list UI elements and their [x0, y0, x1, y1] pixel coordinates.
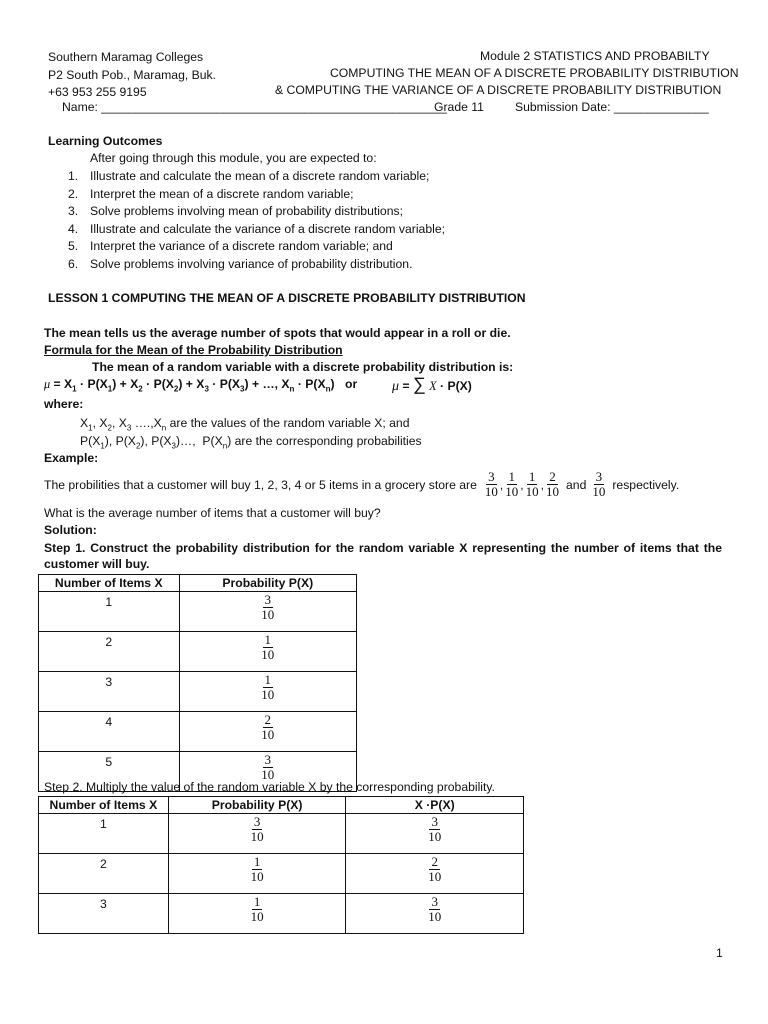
- probability-cell: $\frac{1}{10}$: [168, 854, 346, 894]
- where-values: $X_1$, $X_2$, $X_3$ $\dots.,X_n$ are the values of the random variable X; and: [80, 416, 410, 433]
- school-info: [48, 49, 216, 102]
- column-header: Probability P(X): [168, 797, 346, 814]
- name-field[interactable]: Name: ___________________________________________________: [62, 100, 447, 114]
- outcome-text: Solve problems involving mean of probability distributions;: [90, 204, 403, 219]
- lesson-title: LESSON 1 COMPUTING THE MEAN OF A DISCRETE PROBABILITY DISTRIBUTION: [48, 291, 526, 305]
- probability-cell: $\frac{2}{10}$: [179, 712, 356, 752]
- outcomes-intro: After going through this module, you are expected to:: [90, 151, 377, 165]
- probability-cell: $\frac{1}{10}$: [168, 894, 346, 934]
- outcome-item: [48, 168, 445, 186]
- document-title-line2: & COMPUTING THE VARIANCE OF A DISCRETE PROBABILITY DISTRIBUTION: [275, 83, 722, 97]
- outcomes-list: [48, 168, 445, 274]
- outcomes-heading: Learning Outcomes: [48, 134, 163, 148]
- outcome-text: Illustrate and calculate the variance of a discrete random variable;: [90, 221, 445, 236]
- product-cell: $\frac{3}{10}$: [346, 814, 524, 854]
- fraction: $\frac{3}{10}$: [484, 469, 498, 499]
- x-value: 3: [39, 672, 180, 712]
- product-cell: $\frac{2}{10}$: [346, 854, 524, 894]
- table-row: [39, 894, 524, 934]
- mean-formula-sigma: μ = ∑ X · P(X): [392, 374, 472, 394]
- document-title-line1: COMPUTING THE MEAN OF A DISCRETE PROBABILITY DISTRIBUTION: [330, 66, 739, 80]
- table-row: [39, 854, 524, 894]
- x-value: 4: [39, 712, 180, 752]
- outcome-number: 2.: [68, 186, 79, 201]
- formula-heading: Formula for the Mean of the Probability Distribution: [44, 343, 343, 357]
- fraction: $\frac{3}{10}$: [592, 469, 606, 499]
- probability-cell: $\frac{3}{10}$: [168, 814, 346, 854]
- mean-formula-expanded: $\mu = X_1 \cdot P(X_1) + X_2 \cdot P(X_2) + X_3 \cdot P(X_3)$ + …, $X_n \cdot P(X_n)$: [44, 377, 335, 394]
- table-row: [39, 592, 357, 632]
- x-value: 3: [39, 894, 169, 934]
- where-probabilities: $P(X_1)$, $P(X_2)$, $P(X_3)\dots$, $P(X_n)$ are the corresponding probabilities: [80, 434, 422, 451]
- school-phone: +63 953 255 9195: [48, 85, 147, 99]
- probability-cell: $\frac{1}{10}$: [179, 632, 356, 672]
- product-cell: $\frac{3}{10}$: [346, 894, 524, 934]
- or-label: or: [345, 377, 358, 391]
- outcome-text: Interpret the mean of a discrete random variable;: [90, 186, 354, 201]
- school-name: Southern Maramag Colleges: [48, 50, 204, 64]
- x-value: 1: [39, 592, 180, 632]
- mean-intro: The mean tells us the average number of spots that would appear in a roll or die.: [44, 326, 511, 340]
- module-title: Module 2 STATISTICS AND PROBABILTY: [480, 49, 710, 63]
- outcome-number: 1.: [68, 169, 79, 183]
- table-header-row: [39, 575, 357, 592]
- problem-statement: The probilities that a customer will buy 1, 2, 3, 4 or 5 items in a grocery store are $\frac{3}{10}$ , $\frac{1}{10}$ , $\frac{1}{10}$ , $\frac{2}{10}$ and $\frac{3}{10}$ respectively.: [44, 469, 680, 499]
- solution-label: Solution:: [44, 523, 97, 537]
- grade-label: Grade 11: [434, 100, 484, 114]
- fraction: $\frac{1}{10}$: [505, 469, 519, 499]
- x-value: 5: [39, 752, 180, 792]
- outcome-text: Interpret the variance of a discrete random variable; and: [90, 239, 393, 254]
- probability-cell: $\frac{3}{10}$: [179, 752, 356, 792]
- probability-cell: $\frac{3}{10}$: [179, 592, 356, 632]
- fraction: $\frac{1}{10}$: [525, 469, 539, 499]
- outcome-item: [48, 238, 445, 256]
- table-row: [39, 814, 524, 854]
- example-label: Example:: [44, 451, 99, 465]
- problem-end: respectively.: [612, 477, 680, 492]
- outcome-number: 3.: [68, 204, 79, 219]
- probability-table: [38, 574, 357, 792]
- question-text: What is the average number of items that a customer will buy?: [44, 506, 381, 520]
- outcome-text: Solve problems involving variance of probability distribution.: [90, 256, 413, 271]
- table-row: [39, 632, 357, 672]
- where-label: where:: [44, 397, 84, 411]
- step2-text: Step 2. Multiply the value of the random variable X by the corresponding probability.: [44, 780, 495, 794]
- school-address: P2 South Pob., Maramag, Buk.: [48, 67, 217, 82]
- outcome-item: [48, 186, 445, 204]
- table-row: [39, 712, 357, 752]
- fraction: $\frac{2}{10}$: [546, 469, 560, 499]
- outcome-item: [48, 256, 445, 274]
- x-value: 1: [39, 814, 169, 854]
- table-header-row: [39, 797, 524, 814]
- x-value: 2: [39, 632, 180, 672]
- x-value: 2: [39, 854, 169, 894]
- page-number: 1: [716, 946, 723, 960]
- formula-intro: The mean of a random variable with a discrete probability distribution is:: [92, 360, 514, 374]
- problem-text: The probilities that a customer will buy 1, 2, 3, 4 or 5 items in a grocery store are: [44, 477, 477, 492]
- column-header: Number of Items X: [39, 575, 180, 592]
- outcome-item: [48, 203, 445, 221]
- table-row: [39, 672, 357, 712]
- outcome-text: Illustrate and calculate the mean of a discrete random variable;: [90, 169, 430, 183]
- column-header: X ·P(X): [346, 797, 524, 814]
- outcome-number: 6.: [68, 256, 79, 271]
- submission-date-field[interactable]: Submission Date: ______________: [515, 100, 709, 114]
- outcome-number: 5.: [68, 239, 79, 254]
- outcome-number: 4.: [68, 221, 79, 236]
- expected-value-table: [38, 796, 524, 934]
- column-header: Probability P(X): [179, 575, 356, 592]
- probability-cell: $\frac{1}{10}$: [179, 672, 356, 712]
- problem-and: and: [566, 477, 587, 492]
- outcome-item: [48, 221, 445, 239]
- step1-text-cont: customer will buy.: [44, 557, 150, 571]
- column-header: Number of Items X: [39, 797, 169, 814]
- step1-text: Step 1. Construct the probability distribution for the random variable X representing the number of items that the: [44, 541, 722, 555]
